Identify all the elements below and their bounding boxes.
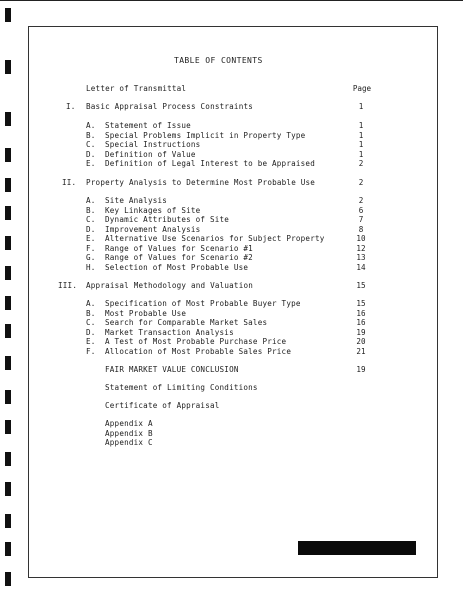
item-letter: H. <box>86 262 96 272</box>
binder-hole <box>5 390 11 404</box>
binder-hole <box>5 420 11 434</box>
item-text: Special Instructions <box>105 140 201 149</box>
binder-hole <box>5 148 11 162</box>
binder-hole <box>5 8 11 22</box>
item-letter: E. <box>86 159 96 168</box>
item-page: 6 <box>358 205 364 215</box>
item-letter: E. <box>86 234 96 243</box>
section-numeral: II. <box>62 178 77 187</box>
binder-hole <box>5 452 11 466</box>
item-text: Statement of Issue <box>105 121 191 130</box>
item-letter: B. <box>86 130 96 140</box>
item-text: Allocation of Most Probable Sales Price <box>105 346 292 356</box>
item-letter: F. <box>86 243 96 253</box>
binder-hole <box>5 178 11 192</box>
binder-hole <box>5 236 11 250</box>
item-page: 1 <box>358 149 364 159</box>
item-letter: D. <box>86 149 96 159</box>
section-title: Basic Appraisal Process Constraints <box>86 102 254 111</box>
section-title: Property Analysis to Determine Most Probable Use <box>86 178 316 187</box>
item-text: Site Analysis <box>105 196 168 205</box>
item-page: 8 <box>358 224 364 234</box>
item-text: Market Transaction Analysis <box>105 327 234 337</box>
item-page: 2 <box>358 196 364 205</box>
binder-hole <box>5 514 11 528</box>
item-letter: B. <box>86 308 96 318</box>
certificate-of-appraisal: Certificate of Appraisal <box>105 401 220 410</box>
section-page: 1 <box>358 102 364 111</box>
item-letter: E. <box>86 337 96 346</box>
item-page: 1 <box>358 130 364 140</box>
item-text: Special Problems Implicit in Property Type <box>105 130 306 140</box>
item-page: 2 <box>358 159 364 168</box>
item-page: 10 <box>356 234 366 243</box>
item-page: 1 <box>358 140 364 149</box>
item-text: Specification of Most Probable Buyer Type <box>105 299 301 308</box>
appendix-b: Appendix B <box>105 428 153 438</box>
fmv-conclusion-page: 19 <box>356 365 366 374</box>
item-page: 14 <box>356 262 366 272</box>
transmittal-label: Letter of Transmittal <box>86 84 187 93</box>
page-title: TABLE OF CONTENTS <box>174 56 263 65</box>
item-page: 1 <box>358 121 364 130</box>
item-letter: C. <box>86 318 96 327</box>
section-numeral: III. <box>58 281 78 290</box>
section-numeral: I. <box>66 102 76 111</box>
binder-hole <box>5 112 11 126</box>
item-page: 7 <box>358 215 364 224</box>
item-text: Key Linkages of Site <box>105 205 201 215</box>
binder-hole <box>5 482 11 496</box>
item-text: Alternative Use Scenarios for Subject Property <box>105 234 325 243</box>
item-text: Definition of Value <box>105 149 196 159</box>
item-letter: F. <box>86 346 96 356</box>
item-text: A Test of Most Probable Purchase Price <box>105 337 287 346</box>
item-page: 16 <box>356 318 366 327</box>
item-letter: A. <box>86 196 96 205</box>
item-page: 13 <box>356 253 366 262</box>
item-page: 20 <box>356 337 366 346</box>
item-text: Selection of Most Probable Use <box>105 262 249 272</box>
fmv-conclusion: FAIR MARKET VALUE CONCLUSION <box>105 365 239 374</box>
redaction-bar <box>298 541 416 555</box>
binder-hole <box>5 60 11 74</box>
item-text: Most Probable Use <box>105 308 187 318</box>
page-column-header: Page <box>352 84 372 93</box>
binder-hole <box>5 572 11 586</box>
item-page: 12 <box>356 243 366 253</box>
appendix-a: Appendix A <box>105 419 153 428</box>
item-text: Dynamic Attributes of Site <box>105 215 230 224</box>
section-page: 2 <box>358 178 364 187</box>
binder-hole <box>5 542 11 556</box>
page-top-edge <box>0 0 463 1</box>
section-page: 15 <box>356 281 366 290</box>
item-letter: C. <box>86 140 96 149</box>
limiting-conditions: Statement of Limiting Conditions <box>105 383 258 392</box>
item-letter: A. <box>86 299 96 308</box>
item-letter: D. <box>86 327 96 337</box>
item-page: 21 <box>356 346 366 356</box>
item-text: Range of Values for Scenario #1 <box>105 243 253 253</box>
item-page: 19 <box>356 327 366 337</box>
item-page: 15 <box>356 299 366 308</box>
item-page: 16 <box>356 308 366 318</box>
item-text: Definition of Legal Interest to be Appraised <box>105 159 315 168</box>
item-text: Search for Comparable Market Sales <box>105 318 268 327</box>
section-title: Appraisal Methodology and Valuation <box>86 281 254 290</box>
item-letter: A. <box>86 121 96 130</box>
binder-hole <box>5 296 11 310</box>
item-letter: D. <box>86 224 96 234</box>
item-letter: C. <box>86 215 96 224</box>
item-letter: B. <box>86 205 96 215</box>
binder-hole <box>5 206 11 220</box>
item-text: Range of Values for Scenario #2 <box>105 253 253 262</box>
binder-hole <box>5 266 11 280</box>
item-letter: G. <box>86 253 96 262</box>
binder-hole <box>5 324 11 338</box>
binder-hole <box>5 356 11 370</box>
appendix-c: Appendix C <box>105 438 153 447</box>
item-text: Improvement Analysis <box>105 224 201 234</box>
